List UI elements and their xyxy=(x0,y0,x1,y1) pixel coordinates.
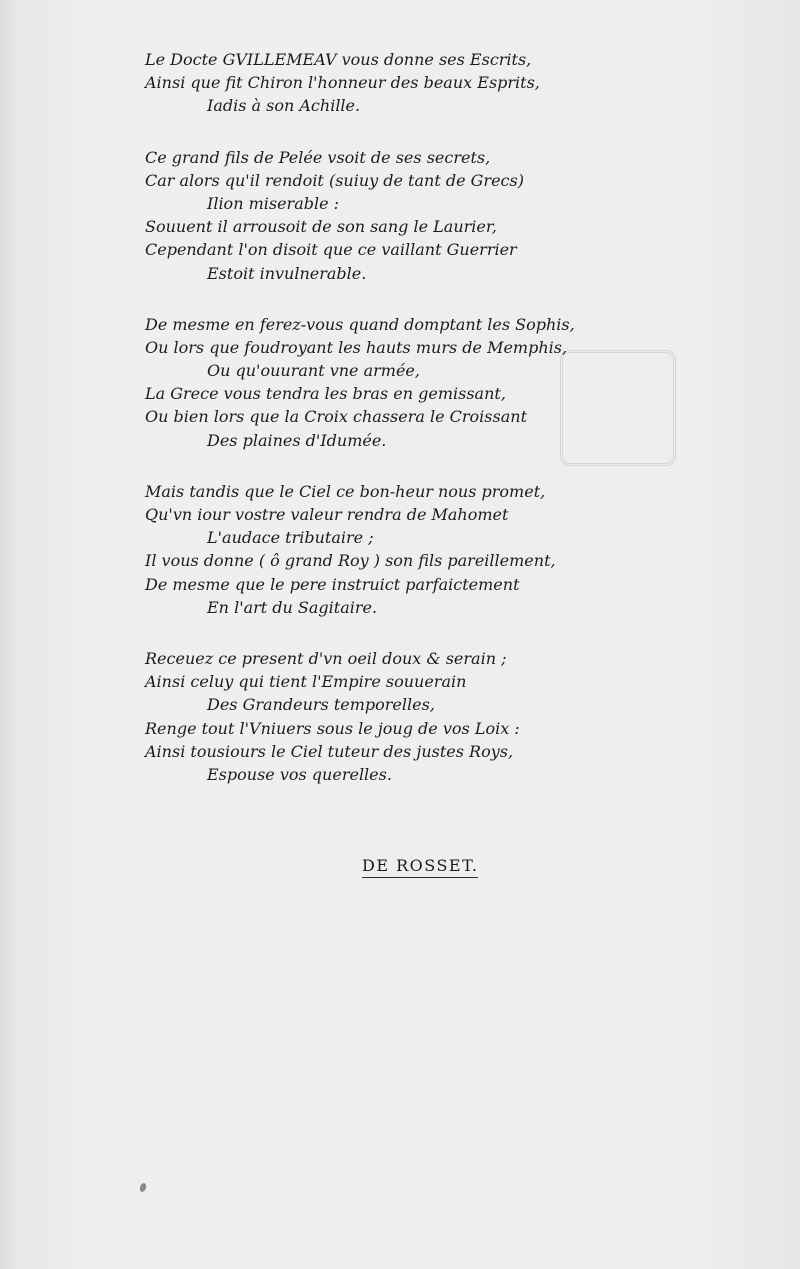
stanza xyxy=(145,48,575,118)
verse-line: Il vous donne ( ô grand Roy ) son fils pareillement, xyxy=(145,551,556,571)
verse-line: Des Grandeurs temporelles, xyxy=(207,695,435,715)
verse-line: Espouse vos querelles. xyxy=(207,764,392,784)
verse-line: Ce grand fils de Pelée vsoit de ses secrets, xyxy=(145,147,491,167)
stanza xyxy=(145,313,575,452)
verse-line: De mesme que le pere instruict parfaictement xyxy=(145,574,520,594)
poem xyxy=(145,48,575,814)
verse-line: Qu'vn iour vostre valeur rendra de Mahomet xyxy=(145,505,509,524)
verse-line: Estoit invulnerable. xyxy=(207,263,367,283)
verse-line: Iadis à son Achille. xyxy=(207,96,361,116)
verse-line: L'audace tributaire ; xyxy=(207,528,374,548)
verse-line: Receuez ce present d'vn oeil doux & serain ; xyxy=(145,648,507,668)
verse-line: Ainsi tousiours le Ciel tuteur des justes Roys, xyxy=(145,741,514,761)
verse-line: Ou qu'ouurant vne armée, xyxy=(207,361,420,381)
verse-line: Ainsi que fit Chiron l'honneur des beaux Esprits, xyxy=(145,73,540,93)
verse-line: Mais tandis que le Ciel ce bon-heur nous promet, xyxy=(145,481,546,501)
verse-line: Cependant l'on disoit que ce vaillant Guerrier xyxy=(145,240,517,260)
verse-line: Ou bien lors que la Croix chassera le Croissant xyxy=(145,407,527,427)
verse-line: De mesme en ferez-vous quand domptant les Sophis, xyxy=(145,314,575,334)
verse-line: Ou lors que foudroyant les hauts murs de Memphis, xyxy=(145,337,568,357)
stanza xyxy=(145,480,575,619)
stanza xyxy=(145,146,575,285)
verse-line: Ilion miserable : xyxy=(207,193,340,213)
ink-speck xyxy=(139,1182,148,1193)
verse-line: La Grece vous tendra les bras en gemissant, xyxy=(145,384,506,404)
verse-line: Renge tout l'Vniuers sous le joug de vos Loix : xyxy=(145,718,520,738)
verse-line: Souuent il arrousoit de son sang le Laurier, xyxy=(145,217,497,237)
verse-line: Le Docte GVILLEMEAV vous donne ses Escrits, xyxy=(145,50,532,69)
show-through-ornament xyxy=(560,350,676,466)
verse-line: En l'art du Sagitaire. xyxy=(207,597,378,617)
stanza xyxy=(145,647,575,786)
verse-line: Car alors qu'il rendoit (suiuy de tant de Grecs) xyxy=(145,170,524,190)
verse-line: Ainsi celuy qui tient l'Empire souuerain xyxy=(145,672,467,692)
verse-line: Des plaines d'Idumée. xyxy=(207,430,387,450)
signature: DE ROSSET. xyxy=(362,855,478,878)
